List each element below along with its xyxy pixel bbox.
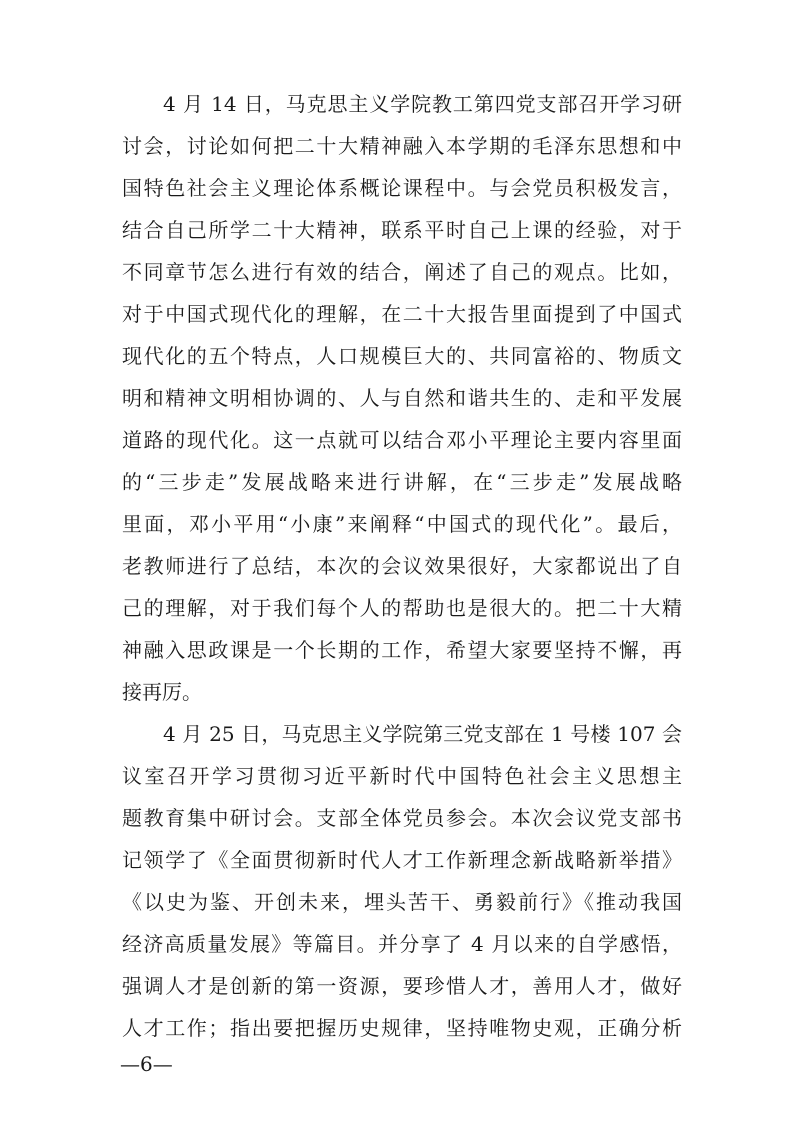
text-line: 神融入思政课是一个长期的工作，希望大家要坚持不懈，再 (122, 638, 682, 662)
text-line: 明和精神文明相协调的、人与自然和谐共生的、走和平发展 (122, 386, 682, 410)
text-line: 人才工作；指出要把握历史规律，坚持唯物史观，正确分析 (122, 1016, 682, 1040)
text-line: 讨会，讨论如何把二十大精神融入本学期的毛泽东思想和中 (122, 134, 682, 158)
text-line: 题教育集中研讨会。支部全体党员参会。本次会议党支部书 (122, 806, 682, 830)
text-line: 己的理解，对于我们每个人的帮助也是很大的。把二十大精 (122, 596, 682, 620)
text-line: 的“三步走”发展战略来进行讲解，在“三步走”发展战略 (122, 470, 682, 494)
text-line: 接再厉。 (122, 680, 202, 704)
text-line: 《以史为鉴、开创未来，埋头苦干、勇毅前行》《推动我国 (122, 890, 682, 914)
text-line: 强调人才是创新的第一资源，要珍惜人才，善用人才，做好 (122, 974, 682, 998)
text-line: 结合自己所学二十大精神，联系平时自己上课的经验，对于 (122, 218, 682, 242)
page-number: —6— (120, 1052, 173, 1076)
text-line: 经济高质量发展》等篇目。并分享了 4 月以来的自学感悟， (122, 932, 682, 956)
text-line: 国特色社会主义理论体系概论课程中。与会党员积极发言， (122, 176, 682, 200)
text-line: 老教师进行了总结，本次的会议效果很好，大家都说出了自 (122, 554, 682, 578)
text-line: 道路的现代化。这一点就可以结合邓小平理论主要内容里面 (122, 428, 682, 452)
text-line: 议室召开学习贯彻习近平新时代中国特色社会主义思想主 (122, 764, 682, 788)
text-line: 记领学了《全面贯彻新时代人才工作新理念新战略新举措》 (122, 848, 682, 872)
text-line: 4 月 14 日，马克思主义学院教工第四党支部召开学习研 (163, 92, 682, 116)
text-line: 不同章节怎么进行有效的结合，阐述了自己的观点。比如， (122, 260, 682, 284)
text-line: 里面，邓小平用“小康”来阐释“中国式的现代化”。最后， (122, 512, 682, 536)
text-line: 现代化的五个特点，人口规模巨大的、共同富裕的、物质文 (122, 344, 682, 368)
text-line: 4 月 25 日，马克思主义学院第三党支部在 1 号楼 107 会 (163, 722, 682, 746)
text-line: 对于中国式现代化的理解，在二十大报告里面提到了中国式 (122, 302, 682, 326)
